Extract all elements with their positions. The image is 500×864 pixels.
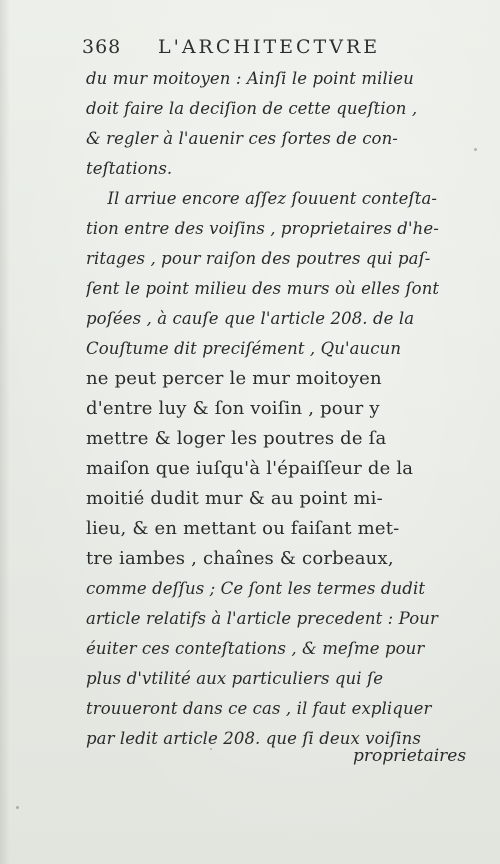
paper-speck [210,748,212,750]
text-line: tion entre des voiſins , proprietaires d'he- [86,219,439,238]
text-line: d'entre luy & ſon voiſin , pour y [86,398,380,419]
page-number: 368 [82,36,122,58]
catchword: proprietaires [353,746,467,766]
paper-speck [474,148,477,151]
text-line: comme deſſus ; Ce ſont les termes dudit [86,579,426,598]
body-text [86,64,466,754]
text-line: article relatifs à l'article precedent : Pour [86,609,438,628]
text-line: du mur moitoyen : Ainſi le point milieu [86,69,414,88]
text-line: Couſtume dit preciſément , Qu'aucun [86,339,402,358]
page-header [82,30,412,62]
text-line: ne peut percer le mur moitoyen [86,368,382,389]
text-line: éuiter ces conteſtations , & meſme pour [86,639,425,658]
text-line: ſent le point milieu des murs où elles ſont [86,279,440,298]
spine-shadow [0,0,10,864]
text-line: poſées , à cauſe que l'article 208. de la [86,309,415,328]
text-line: par ledit article 208. que ſi deux voiſins [86,729,421,748]
text-line: plus d'vtilité aux particuliers qui ſe [86,669,384,688]
text-line: teſtations. [86,159,173,178]
text-line: lieu, & en mettant ou faiſant met- [86,518,400,539]
text-line: moitié dudit mur & au point mi- [86,488,383,509]
text-line: tre iambes , chaînes & corbeaux, [86,548,394,569]
text-line: doit faire la deciſion de cette queſtion , [86,99,418,118]
running-head: L'ARCHITECTVRE [158,36,381,58]
paper-speck [16,806,19,809]
text-line: trouueront dans ce cas , il faut expliquer [86,699,432,718]
text-line: maiſon que iuſqu'à l'épaiſſeur de la [86,458,414,479]
text-line: & regler à l'auenir ces ſortes de con- [86,129,398,148]
text-line: Il arriue encore aſſez ſouuent conteſta- [86,189,438,208]
text-line: mettre & loger les poutres de ſa [86,428,387,449]
text-line: ritages , pour raiſon des poutres qui paſ- [86,249,431,268]
